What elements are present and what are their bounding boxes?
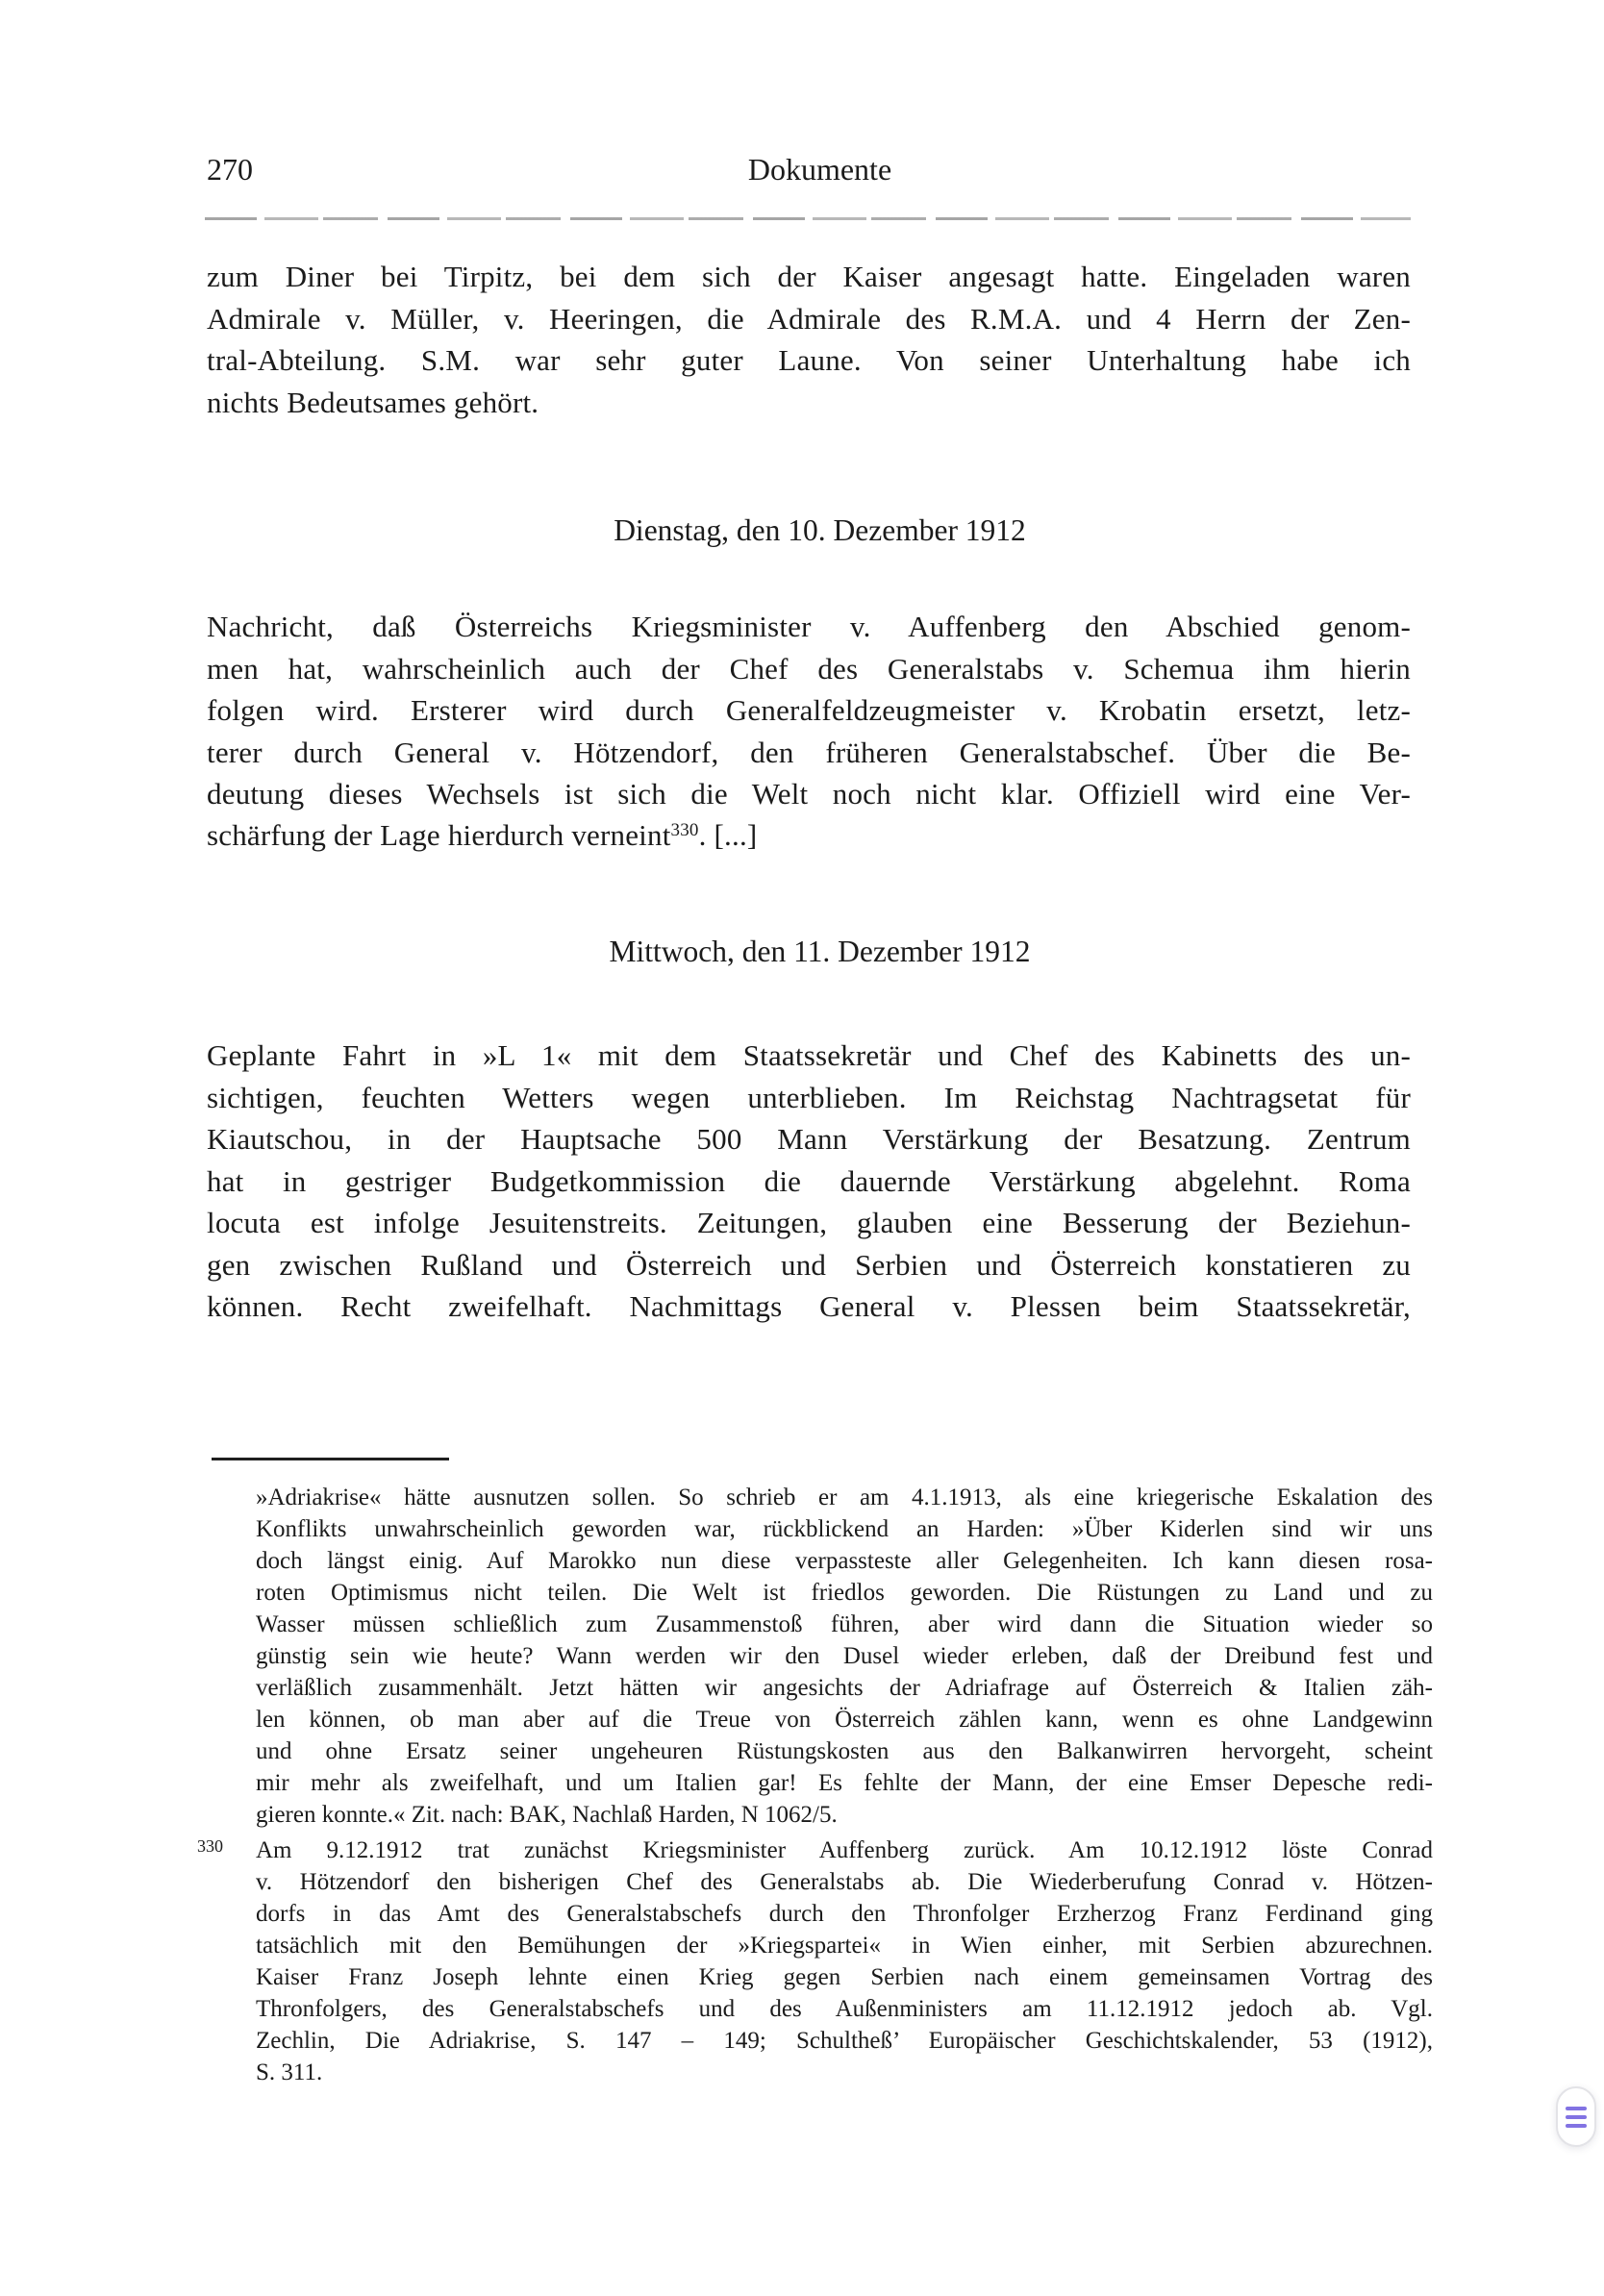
text-line: gen zwischen Rußland und Österreich und Serbien und Österreich konstatieren zu [207,1247,1411,1282]
diary-paragraph-1 [207,256,1411,423]
text-line: folgen wird. Ersterer wird durch Generalfeldzeugmeister v. Krobatin ersetzt, letz- [207,693,1411,727]
text-line: Wasser müssen schließlich zum Zusammenstoß führen, aber wird dann die Situation wieder so [256,1611,1433,1637]
text-line: günstig sein wie heute? Wann werden wir den Dusel wieder erleben, daß der Dreibund fest und [256,1643,1433,1669]
text-line: nichts Bedeutsames gehört. [207,385,539,419]
hamburger-menu-icon-bar [1566,2124,1587,2128]
text-line: sichtigen, feuchten Wetters wegen unterblieben. Im Reichstag Nachtragsetat für [207,1080,1411,1114]
text-line: len können, ob man aber auf die Treue von Österreich zählen kann, wenn es ohne Landgewinn [256,1707,1433,1733]
text-line: »Adriakrise« hätte ausnutzen sollen. So schrieb er am 4.1.1913, als eine kriegerische Eskalation des [256,1485,1433,1510]
diary-paragraph-3 [207,1035,1411,1328]
text-line: Kiautschou, in der Hauptsache 500 Mann Verstärkung der Besatzung. Zentrum [207,1122,1411,1156]
text-line: tral-Abteilung. S.M. war sehr guter Laune. Von seiner Unterhaltung habe ich [207,343,1411,377]
diary-paragraph-2 [207,606,1411,815]
hamburger-menu-icon [1566,2107,1587,2110]
footnote-continuation [256,1482,1433,1831]
text-line: Zechlin, Die Adriakrise, S. 147 – 149; Schultheß’ Europäischer Geschichtskalender, 53 (1912), [256,2028,1433,2054]
text-line: Thronfolgers, des Generalstabschefs und des Außenministers am 11.12.1912 jedoch ab. Vgl. [256,1996,1433,2022]
text-line: Kaiser Franz Joseph lehnte einen Krieg gegen Serbien nach einem gemeinsamen Vortrag des [256,1964,1433,1990]
diary-paragraph-2-last-line [207,814,757,857]
paragraph-text-after-reference: . [...] [698,818,758,852]
text-line: tatsächlich mit den Bemühungen der »Kriegspartei« in Wien einher, mit Serbien abzurechnen. [256,1933,1433,1959]
text-line: Admirale v. Müller, v. Heeringen, die Admirale des R.M.A. und 4 Herrn der Zen- [207,301,1411,336]
footnote-reference-330[interactable]: 330 [670,820,699,840]
text-line: und ohne Ersatz seiner ungeheuren Rüstungskosten aus den Balkanwirren hervorgeht, scheint [256,1738,1433,1764]
text-line: können. Recht zweifelhaft. Nachmittags General v. Plessen beim Staatssekretär, [207,1289,1411,1323]
header-divider [205,217,1411,220]
text-line: hat in gestriger Budgetkommission die dauernde Verstärkung abgelehnt. Roma [207,1163,1411,1198]
text-line: zum Diner bei Tirpitz, bei dem sich der Kaiser angesagt hatte. Eingeladen waren [207,260,1411,293]
footnote-330-marker: 330 [197,1836,223,1856]
text-line: roten Optimismus nicht teilen. Die Welt ist friedlos geworden. Die Rüstungen zu Land und zu [256,1580,1433,1606]
text-line: terer durch General v. Hötzendorf, den früheren Generalstabschef. Über die Be- [207,735,1411,769]
text-line: dorfs in das Amt des Generalstabschefs durch den Thronfolger Erzherzog Franz Ferdinand ging [256,1901,1433,1927]
running-head-title: Dokumente [747,152,892,187]
footnote-divider [212,1458,449,1460]
text-line: locuta est infolge Jesuitenstreits. Zeitungen, glauben eine Besserung der Beziehun- [207,1206,1411,1239]
footnote-330 [256,1834,1433,2088]
text-line: Geplante Fahrt in »L 1« mit dem Staatssekretär und Chef des Kabinetts des un- [207,1038,1411,1072]
text-line: Konflikts unwahrscheinlich geworden war, rückblickend an Harden: »Über Kiderlen sind wir uns [256,1516,1433,1542]
page-header [207,152,1433,194]
page-number: 270 [207,152,253,187]
hamburger-menu-icon-bar [1566,2115,1587,2119]
paragraph-text: schärfung der Lage hierdurch verneint [207,818,671,852]
text-line: Am 9.12.1912 trat zunächst Kriegsminister Auffenberg zurück. Am 10.12.1912 löste Conrad [256,1837,1433,1863]
text-line: men hat, wahrscheinlich auch der Chef des Generalstabs v. Schemua ihm hierin [207,651,1411,686]
text-line: verläßlich zusammenhält. Jetzt hätten wir angesichts der Adriafrage auf Österreich & Italien zäh- [256,1675,1433,1701]
date-heading-tuesday: Dienstag, den 10. Dezember 1912 [614,513,1026,547]
text-line: gieren konnte.« Zit. nach: BAK, Nachlaß Harden, N 1062/5. [256,1802,838,1828]
text-line: Nachricht, daß Österreichs Kriegsminister v. Auffenberg den Abschied genom- [207,610,1411,643]
text-line: S. 311. [256,2059,323,2085]
text-line: mir mehr als zweifelhaft, und um Italien gar! Es fehlte der Mann, der eine Emser Depesche redi- [256,1770,1433,1796]
text-line: v. Hötzendorf den bisherigen Chef des Generalstabs ab. Die Wiederberufung Conrad v. Hötzen- [256,1869,1433,1895]
text-line: doch längst einig. Auf Marokko nun diese verpassteste aller Gelegenheiten. Ich kann diesen rosa- [256,1548,1433,1574]
text-line: deutung dieses Wechsels ist sich die Welt noch nicht klar. Offiziell wird eine Ver- [207,777,1411,811]
menu-fab-button[interactable] [1556,2086,1596,2147]
date-heading-wednesday: Mittwoch, den 11. Dezember 1912 [609,935,1031,968]
